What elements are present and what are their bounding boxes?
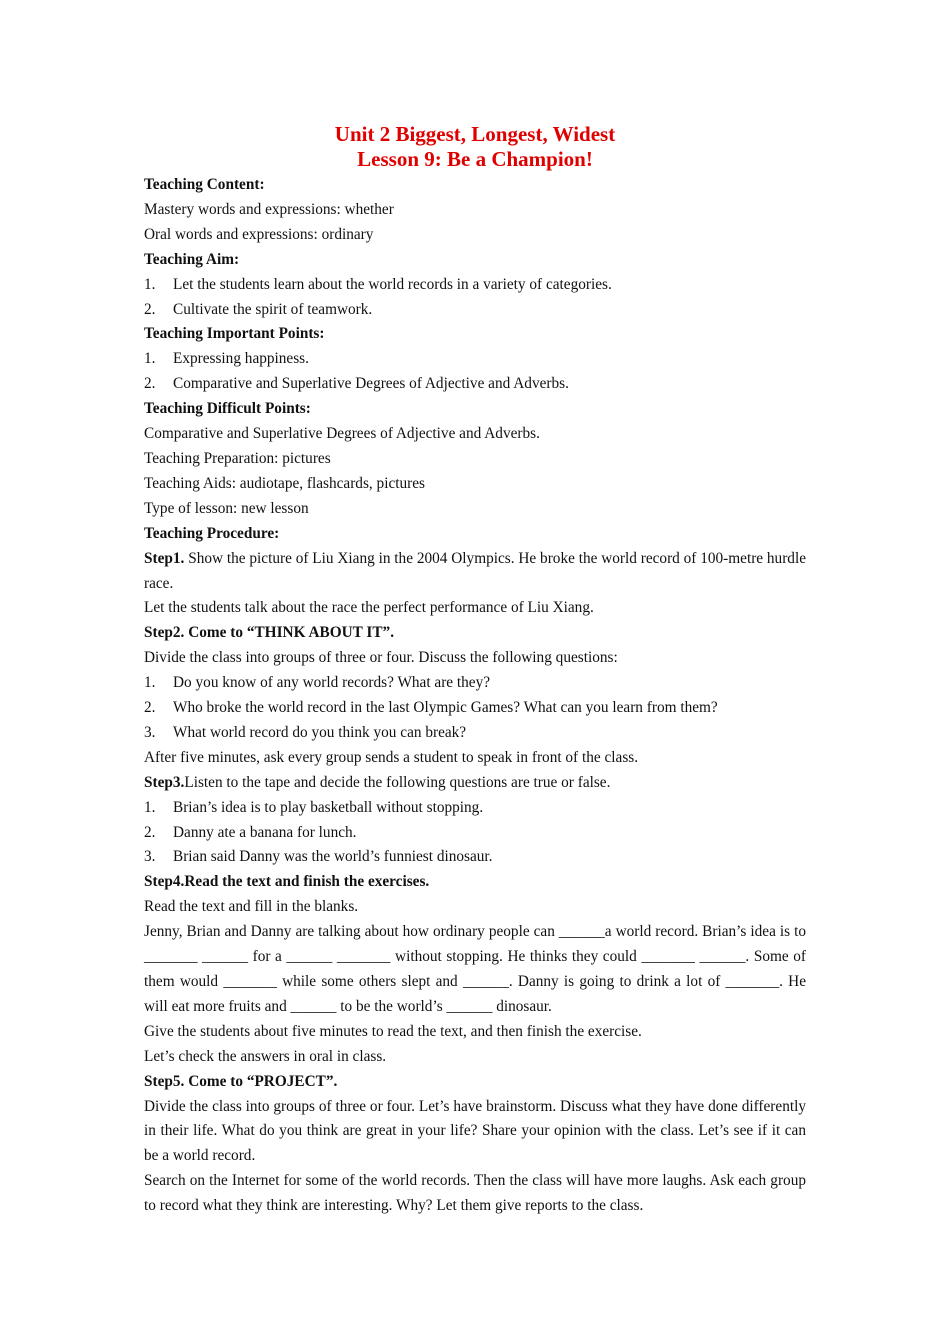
step1-line2: Let the students talk about the race the perfect performance of Liu Xiang. bbox=[144, 599, 594, 617]
aim-item: 1. Let the students learn about the world records in a variety of categories. bbox=[144, 275, 612, 293]
step2-question: 2. Who broke the world record in the last Olympic Games? What can you learn from them? bbox=[144, 699, 718, 717]
step4-cloze-passage: Jenny, Brian and Danny are talking about how ordinary people can ______a world record. Brian’s idea is to _______ ______ for a ______ _______ without stopping. He thinks they could _______ ______. Some of them would _______ while some others slept and ______. Danny is going to drink a lot of _______. He will eat more fruits and ______ to be the world’s ______ dinosaur. bbox=[144, 923, 806, 1015]
teaching-preparation: Teaching Preparation: pictures bbox=[144, 449, 331, 467]
important-item: 1. Expressing happiness. bbox=[144, 350, 309, 368]
step4-line2: Give the students about five minutes to read the text, and then finish the exercise. bbox=[144, 1022, 642, 1040]
step3-label: Step3. bbox=[144, 773, 185, 791]
difficult-points-heading: Teaching Difficult Points: bbox=[144, 400, 311, 418]
step3-statement: 2. Danny ate a banana for lunch. bbox=[144, 823, 357, 841]
important-item: 2. Comparative and Superlative Degrees of Adjective and Adverbs. bbox=[144, 375, 569, 393]
step2-outro: After five minutes, ask every group sends a student to speak in front of the class. bbox=[144, 748, 639, 766]
teaching-aids: Teaching Aids: audiotape, flashcards, pictures bbox=[144, 474, 425, 492]
lesson-type: Type of lesson: new lesson bbox=[144, 499, 309, 517]
mastery-words: Mastery words and expressions: whether bbox=[144, 200, 394, 218]
step3-statement: 3. Brian said Danny was the world’s funniest dinosaur. bbox=[144, 848, 493, 866]
oral-words: Oral words and expressions: ordinary bbox=[144, 225, 374, 243]
step4-instruction: Read the text and fill in the blanks. bbox=[144, 898, 359, 916]
step1-label: Step1. bbox=[144, 549, 185, 567]
step2-question: 3. What world record do you think you can break? bbox=[144, 723, 467, 741]
lesson-title: Lesson 9: Be a Champion! bbox=[357, 147, 593, 171]
step4-heading: Step4.Read the text and finish the exercises. bbox=[144, 873, 430, 891]
step3-statement: 1. Brian’s idea is to play basketball without stopping. bbox=[144, 798, 484, 816]
teaching-procedure-heading: Teaching Procedure: bbox=[144, 524, 280, 542]
document-page bbox=[144, 122, 806, 1219]
unit-title: Unit 2 Biggest, Longest, Widest bbox=[334, 122, 616, 146]
step4-line3: Let’s check the answers in oral in class. bbox=[144, 1047, 387, 1065]
step5-paragraph2: Search on the Internet for some of the world records. Then the class will have more laughs. Ask each group to record what they think are interesting. Why? Let them give reports to the class. bbox=[144, 1172, 806, 1215]
step1-paragraph: Step1. Show the picture of Liu Xiang in the 2004 Olympics. He broke the world record of 100-metre hurdle race. bbox=[144, 549, 806, 592]
teaching-content-heading: Teaching Content: bbox=[144, 176, 265, 193]
step3-intro: Step3.Listen to the tape and decide the following questions are true or false. bbox=[144, 773, 611, 791]
step2-heading: Step2. Come to “THINK ABOUT IT”. bbox=[144, 624, 395, 642]
step5-heading: Step5. Come to “PROJECT”. bbox=[144, 1072, 338, 1090]
step2-question: 1. Do you know of any world records? What are they? bbox=[144, 674, 491, 692]
step2-intro: Divide the class into groups of three or four. Discuss the following questions: bbox=[144, 649, 618, 667]
aim-item: 2. Cultivate the spirit of teamwork. bbox=[144, 300, 373, 318]
teaching-aim-heading: Teaching Aim: bbox=[144, 250, 240, 268]
step5-paragraph1: Divide the class into groups of three or four. Let’s have brainstorm. Discuss what they have done differently in their life. What do you think are great in your life? Share your opinion with the class. Let’s see if it can be a world record. bbox=[144, 1097, 806, 1165]
difficult-points-text: Comparative and Superlative Degrees of Adjective and Adverbs. bbox=[144, 425, 540, 443]
important-points-heading: Teaching Important Points: bbox=[144, 325, 325, 343]
